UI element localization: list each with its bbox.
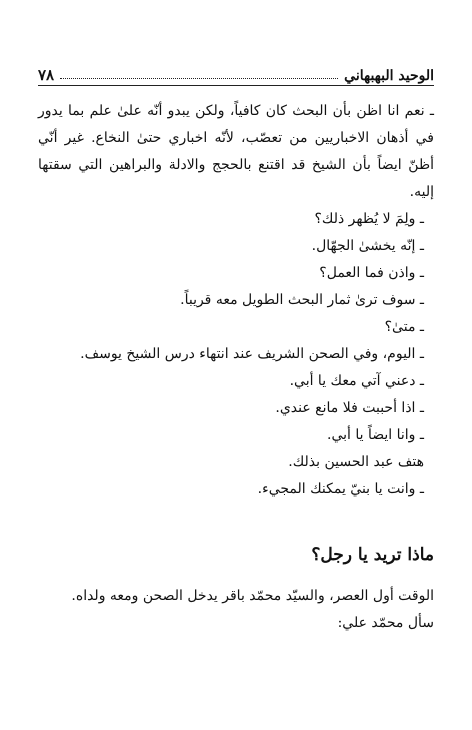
dialogue-line: ـ اذا أحببت فلا مانع عندي. (275, 400, 424, 416)
page-header (38, 62, 434, 84)
page-body (38, 98, 434, 503)
running-title: الوحيد البهبهاني (344, 68, 434, 84)
dialogue-line: هتف عبد الحسين بذلك. (288, 454, 424, 470)
page-number: ٧٨ (38, 66, 55, 84)
section-body (38, 583, 434, 637)
opening-paragraph: ـ نعم انا اظن بأن البحث كان كافياً، ولكن يبدو أنّه علىٰ علم بما يدور في أذهان الاخباريين من تعصّب، لأنّه اخباري حتىٰ النخاع. غير أنّي أظنّ ايضاً بأن الشيخ قد اقتنع بالحجج والادلة والبراهين التي سقتها إليه. (38, 103, 434, 200)
section-line: سأل محمّد علي: (337, 615, 434, 631)
dialogue-line: ـ واذن فما العمل؟ (319, 265, 424, 281)
dialogue-line: ـ إنّه يخشىٰ الجهّال. (311, 238, 424, 254)
header-leader-dots (60, 78, 338, 79)
section-heading: ماذا تريد يا رجل؟ (311, 545, 434, 565)
header-rule (38, 85, 434, 86)
dialogue-line: ـ دعني آتي معك يا أبي. (289, 373, 424, 389)
dialogue-line: ـ سوف ترىٰ ثمار البحث الطويل معه قريباً. (180, 292, 424, 308)
dialogue-line: ـ وانا ايضاً يا أبي. (327, 427, 424, 443)
section-line: الوقت أول العصر، والسيّد محمّد باقر يدخل الصحن ومعه ولداه. (71, 588, 434, 604)
dialogue-line: ـ اليوم، وفي الصحن الشريف عند انتهاء درس الشيخ يوسف. (80, 346, 424, 362)
dialogue-line: ـ وانت يا بنيّ يمكنك المجيء. (257, 481, 424, 497)
dialogue-line: ـ ولِمَ لا يُظهر ذلك؟ (314, 211, 424, 227)
dialogue-line: ـ متىٰ؟ (384, 319, 424, 335)
